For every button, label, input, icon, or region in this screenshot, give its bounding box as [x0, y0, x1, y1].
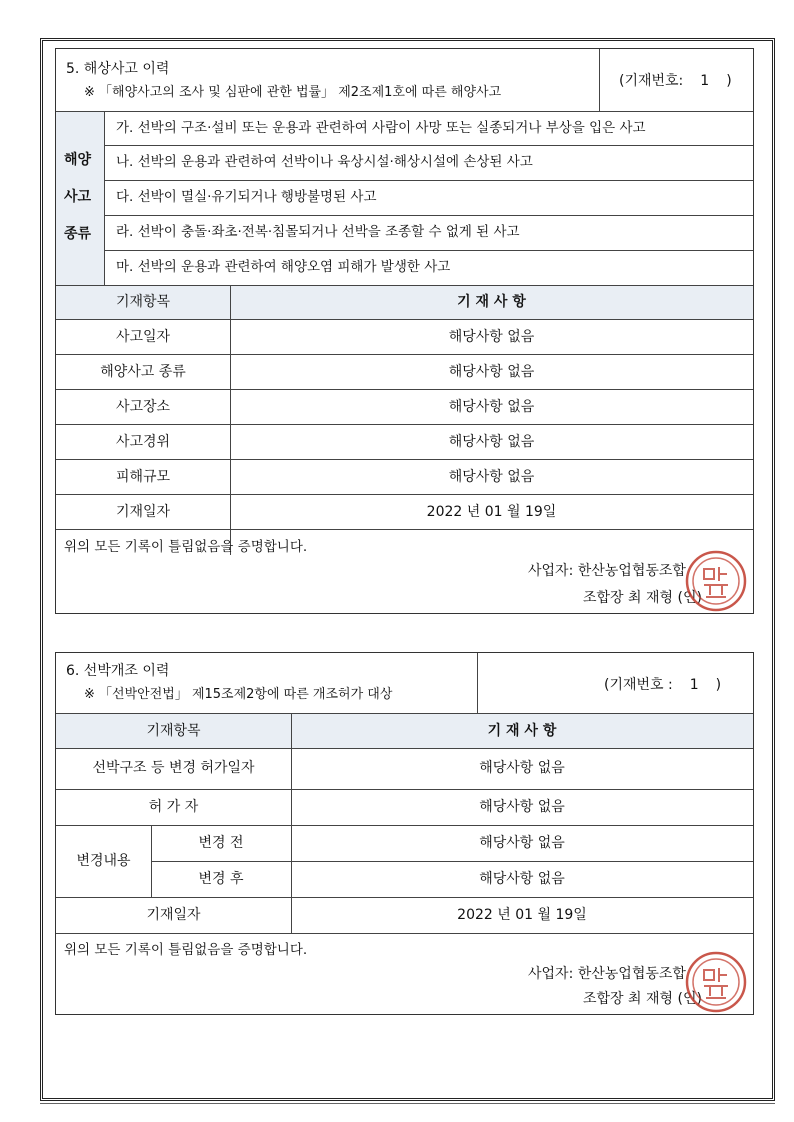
- certify-text: 위의 모든 기록이 틀림없음을 증명합니다.: [64, 539, 308, 555]
- entry-number: [604, 677, 721, 693]
- row-item-record-date: 기재일자: [115, 504, 171, 520]
- row-value-record-date: 2022 년 01 월 19일: [426, 504, 557, 520]
- row-value-accident-course: 해당사항 없음: [448, 434, 535, 450]
- row-value-accident-type: 해당사항 없음: [448, 364, 535, 380]
- row-value-change-permit-date: 해당사항 없음: [479, 760, 565, 776]
- header-item: 기재항목: [115, 294, 171, 310]
- operator-name: 사업자: 한산농업협동조합: [528, 966, 686, 982]
- entry-number: [619, 73, 732, 89]
- row-item-accident-type: 해양사고 종류: [100, 364, 186, 380]
- row-value-after-change: 해당사항 없음: [479, 871, 565, 887]
- row-value-permitter: 해당사항 없음: [479, 799, 565, 815]
- section-title: 5. 해상사고 이력: [66, 61, 170, 77]
- accident-type-ra: 라. 선박이 충돌·좌초·전복·침몰되거나 선박을 조종할 수 없게 된 사고: [116, 224, 520, 240]
- row-value-record-date: 2022 년 01 월 19일: [457, 907, 587, 923]
- accident-type-ma: 마. 선박의 운용과 관련하여 해양오염 피해가 발생한 사고: [116, 259, 451, 275]
- row-value-accident-date: 해당사항 없음: [448, 329, 535, 345]
- certify-text: 위의 모든 기록이 틀림없음을 증명합니다.: [64, 942, 308, 958]
- types-label-1: 해양: [64, 152, 92, 168]
- row-item-change-permit-date: 선박구조 등 변경 허가일자: [92, 760, 255, 776]
- row-item-permitter: 허 가 자: [148, 799, 199, 815]
- row-item-accident-date: 사고일자: [115, 329, 171, 345]
- bottom-rule: [40, 1103, 775, 1104]
- representative-name: 조합장 최 재형 (인): [583, 991, 702, 1007]
- header-item: 기재항목: [146, 723, 201, 739]
- section-note: ※ 「해양사고의 조사 및 심판에 관한 법률」 제2조제1호에 따른 해양사고: [84, 85, 502, 100]
- row-item-accident-place: 사고장소: [115, 399, 171, 415]
- accident-type-ga: 가. 선박의 구조·설비 또는 운용과 관련하여 사람이 사망 또는 실종되거나 부상을 입은 사고: [116, 120, 646, 136]
- row-item-damage-scale: 피해규모: [115, 469, 171, 485]
- accident-type-na: 나. 선박의 운용과 관련하여 선박이나 육상시설·해상시설에 손상된 사고: [116, 154, 533, 170]
- types-label-2: 사고: [64, 189, 92, 205]
- section-note: ※ 「선박안전법」 제15조제2항에 따른 개조허가 대상: [84, 687, 393, 702]
- section-ship-modification: [55, 652, 754, 1015]
- official-seal-icon: [684, 549, 748, 613]
- row-item-record-date: 기재일자: [146, 907, 201, 923]
- row-value-damage-scale: 해당사항 없음: [448, 469, 535, 485]
- operator-name: 사업자: 한산농업협동조합: [528, 563, 686, 579]
- section-title: 6. 선박개조 이력: [66, 663, 170, 679]
- header-content: 기 재 사 항: [487, 723, 557, 739]
- row-item-accident-course: 사고경위: [115, 434, 171, 450]
- entry-number-value: 1: [689, 677, 699, 693]
- official-seal-icon: [684, 950, 748, 1014]
- row-item-after-change: 변경 후: [198, 871, 244, 887]
- section-marine-accident: [55, 48, 754, 614]
- entry-number-close: ): [726, 73, 732, 89]
- entry-number-close: ): [715, 677, 722, 693]
- row-item-before-change: 변경 전: [198, 835, 244, 851]
- representative-name: 조합장 최 재형 (인): [583, 590, 702, 606]
- change-content-label: 변경내용: [76, 853, 131, 869]
- accident-type-da: 다. 선박이 멸실·유기되거나 행방불명된 사고: [116, 189, 377, 205]
- types-label-3: 종류: [64, 226, 92, 242]
- entry-number-label: (기재번호:: [619, 73, 684, 89]
- row-value-accident-place: 해당사항 없음: [448, 399, 535, 415]
- entry-number-value: 1: [700, 73, 710, 89]
- entry-number-label: (기재번호 :: [604, 677, 673, 693]
- row-value-before-change: 해당사항 없음: [479, 835, 565, 851]
- header-content: 기 재 사 항: [457, 294, 526, 310]
